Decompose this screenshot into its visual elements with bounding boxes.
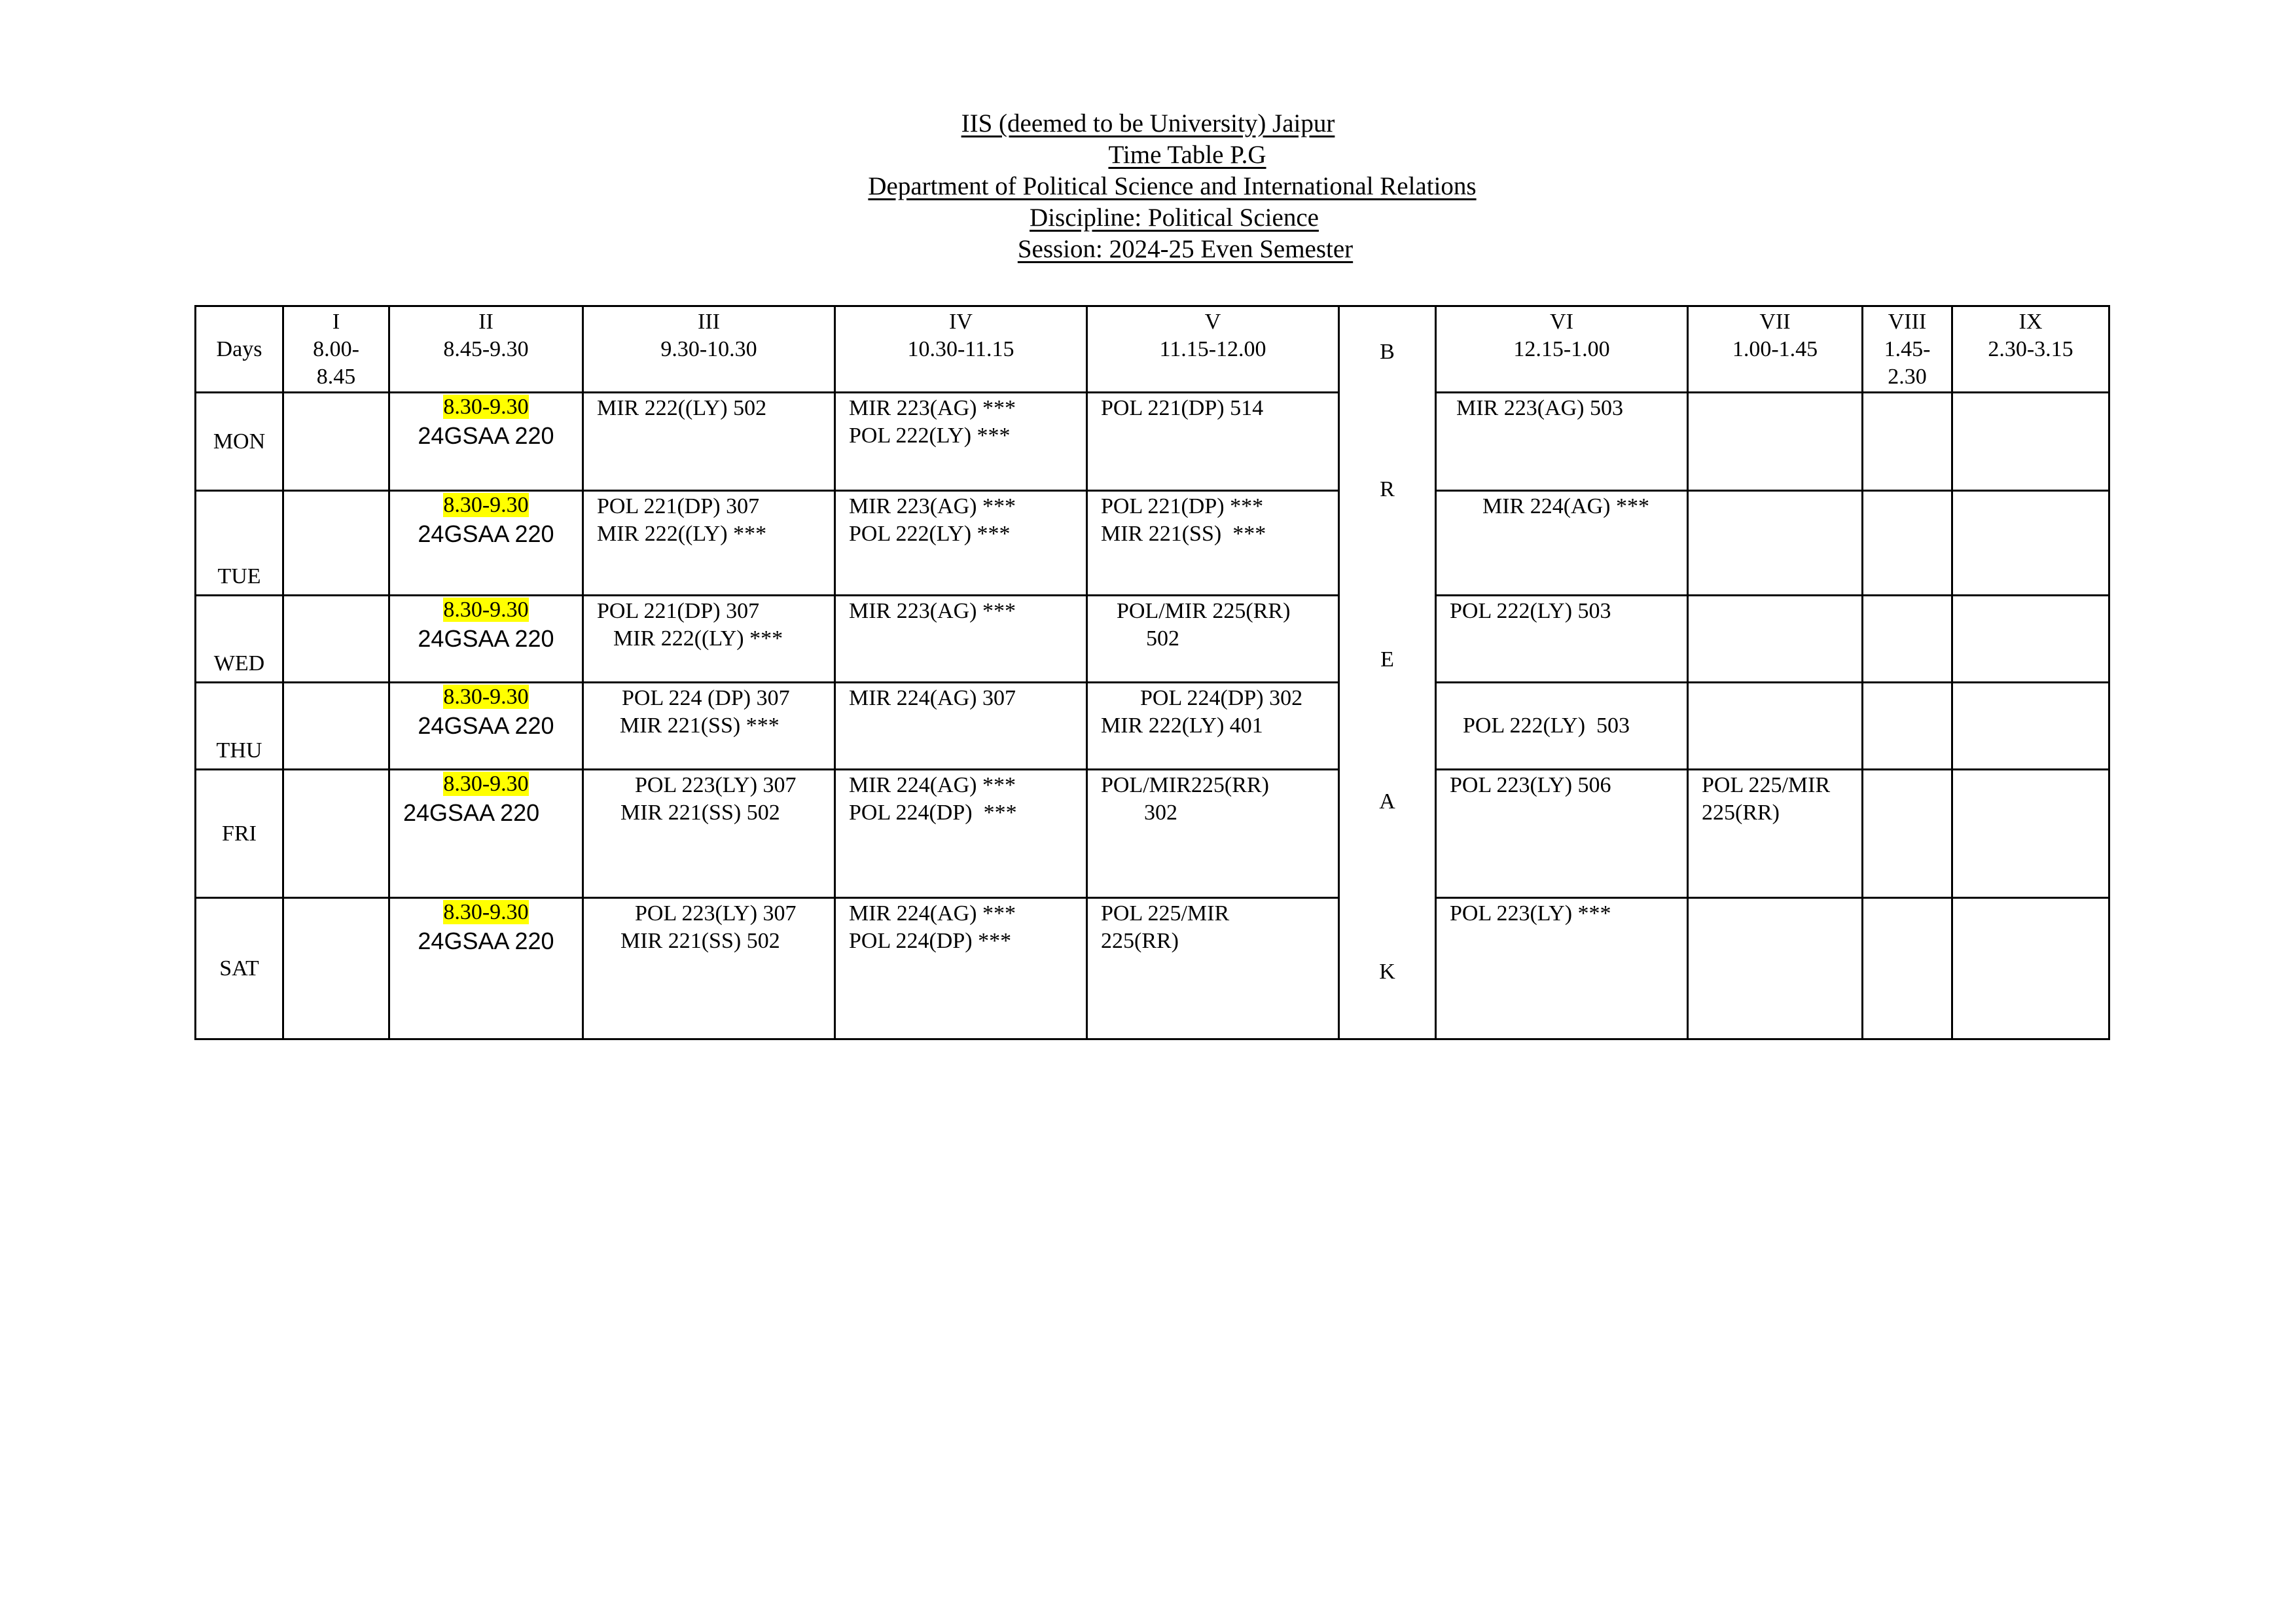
- period-cell-8: [1863, 770, 1952, 898]
- highlighted-time: 8.30-9.30: [443, 772, 529, 796]
- course-code: 24GSAA 220: [418, 625, 554, 652]
- period-cell-6: POL 223(LY) 506: [1436, 770, 1688, 898]
- period-cell-1: [283, 393, 389, 491]
- period-cell-3: POL 223(LY) 307 MIR 221(SS) 502: [583, 770, 835, 898]
- table-row: [196, 770, 2109, 898]
- document-header: [0, 108, 2296, 265]
- period-cell-8: [1863, 393, 1952, 491]
- period-cell-3: POL 224 (DP) 307 MIR 221(SS) ***: [583, 683, 835, 770]
- period-cell-5: POL 224(DP) 302 MIR 222(LY) 401: [1087, 683, 1339, 770]
- period-cell-1: [283, 898, 389, 1039]
- period-cell-6: POL 222(LY) 503: [1436, 683, 1688, 770]
- period-cell-9: [1952, 596, 2109, 683]
- break-letter: E: [1380, 647, 1394, 672]
- period-cell-5: POL 221(DP) *** MIR 221(SS) ***: [1087, 491, 1339, 596]
- period-cell-6: POL 222(LY) 503: [1436, 596, 1688, 683]
- course-code: 24GSAA 220: [418, 928, 554, 954]
- period-cell-4: MIR 224(AG) 307: [835, 683, 1087, 770]
- break-letters: [1340, 307, 1435, 1027]
- course-code: 24GSAA 220: [403, 799, 540, 826]
- period-cell-3: POL 223(LY) 307 MIR 221(SS) 502: [583, 898, 835, 1039]
- day-cell: SAT: [196, 898, 283, 1039]
- period-cell-6: MIR 224(AG) ***: [1436, 491, 1688, 596]
- period-cell-8: [1863, 491, 1952, 596]
- period-cell-5: POL 225/MIR 225(RR): [1087, 898, 1339, 1039]
- period-header-8: VIII 1.45- 2.30: [1863, 306, 1952, 393]
- period-cell-4: MIR 223(AG) ***: [835, 596, 1087, 683]
- period-cell-4: MIR 223(AG) *** POL 222(LY) ***: [835, 393, 1087, 491]
- period-cell-7: [1688, 393, 1863, 491]
- period-cell-2: [389, 770, 583, 898]
- period-cell-6: MIR 223(AG) 503: [1436, 393, 1688, 491]
- period-header-2: II 8.45-9.30: [389, 306, 583, 393]
- period-cell-6: POL 223(LY) ***: [1436, 898, 1688, 1039]
- period-cell-2: [389, 898, 583, 1039]
- period-cell-7: POL 225/MIR 225(RR): [1688, 770, 1863, 898]
- break-letter: B: [1380, 340, 1395, 364]
- period-cell-9: [1952, 491, 2109, 596]
- break-column: [1339, 306, 1436, 1039]
- period-cell-2: [389, 683, 583, 770]
- period-header-4: IV 10.30-11.15: [835, 306, 1087, 393]
- period-cell-4: MIR 223(AG) *** POL 222(LY) ***: [835, 491, 1087, 596]
- department-name: Department of Political Science and International Relations: [868, 172, 1477, 200]
- course-code: 24GSAA 220: [418, 712, 554, 739]
- period-cell-5: POL/MIR225(RR) 302: [1087, 770, 1339, 898]
- discipline-label: Discipline: Political Science: [1030, 204, 1319, 232]
- day-cell: FRI: [196, 770, 283, 898]
- period-cell-8: [1863, 683, 1952, 770]
- period-header-5: V 11.15-12.00: [1087, 306, 1339, 393]
- days-header: Days: [196, 306, 283, 393]
- day-cell: TUE: [196, 491, 283, 596]
- table-row: [196, 683, 2109, 770]
- period-header-3: III 9.30-10.30: [583, 306, 835, 393]
- period-cell-4: MIR 224(AG) *** POL 224(DP) ***: [835, 898, 1087, 1039]
- period-cell-7: [1688, 683, 1863, 770]
- day-cell: THU: [196, 683, 283, 770]
- period-cell-2: [389, 393, 583, 491]
- header-row: [196, 306, 2109, 393]
- break-letter: A: [1379, 789, 1395, 814]
- highlighted-time: 8.30-9.30: [443, 598, 529, 622]
- highlighted-time: 8.30-9.30: [443, 685, 529, 709]
- highlighted-time: 8.30-9.30: [443, 395, 529, 419]
- period-cell-4: MIR 224(AG) *** POL 224(DP) ***: [835, 770, 1087, 898]
- period-cell-3: MIR 222((LY) 502: [583, 393, 835, 491]
- university-name: IIS (deemed to be University) Jaipur: [961, 109, 1335, 137]
- highlighted-time: 8.30-9.30: [443, 900, 529, 924]
- period-cell-7: [1688, 898, 1863, 1039]
- period-cell-8: [1863, 596, 1952, 683]
- period-cell-7: [1688, 491, 1863, 596]
- period-cell-9: [1952, 770, 2109, 898]
- period-header-7: VII 1.00-1.45: [1688, 306, 1863, 393]
- period-cell-5: POL 221(DP) 514: [1087, 393, 1339, 491]
- period-cell-3: POL 221(DP) 307 MIR 222((LY) ***: [583, 596, 835, 683]
- period-cell-7: [1688, 596, 1863, 683]
- period-cell-5: POL/MIR 225(RR) 502: [1087, 596, 1339, 683]
- period-header-6: VI 12.15-1.00: [1436, 306, 1688, 393]
- period-cell-3: POL 221(DP) 307 MIR 222((LY) ***: [583, 491, 835, 596]
- timetable-title: Time Table P.G: [1108, 141, 1266, 169]
- period-cell-8: [1863, 898, 1952, 1039]
- period-cell-1: [283, 770, 389, 898]
- table-row: [196, 491, 2109, 596]
- period-cell-2: [389, 491, 583, 596]
- day-cell: MON: [196, 393, 283, 491]
- period-cell-1: [283, 683, 389, 770]
- table-row: [196, 898, 2109, 1039]
- period-cell-2: [389, 596, 583, 683]
- course-code: 24GSAA 220: [418, 520, 554, 547]
- table-row: [196, 596, 2109, 683]
- highlighted-time: 8.30-9.30: [443, 493, 529, 517]
- period-cell-9: [1952, 898, 2109, 1039]
- session-label: Session: 2024-25 Even Semester: [1017, 235, 1354, 263]
- course-code: 24GSAA 220: [418, 422, 554, 449]
- break-letter: R: [1380, 477, 1395, 501]
- period-header-9: IX 2.30-3.15: [1952, 306, 2109, 393]
- period-header-1: I 8.00- 8.45: [283, 306, 389, 393]
- day-cell: WED: [196, 596, 283, 683]
- period-cell-1: [283, 596, 389, 683]
- break-letter: K: [1379, 960, 1395, 984]
- period-cell-9: [1952, 683, 2109, 770]
- timetable: [194, 305, 2110, 1040]
- period-cell-1: [283, 491, 389, 596]
- period-cell-9: [1952, 393, 2109, 491]
- table-row: [196, 393, 2109, 491]
